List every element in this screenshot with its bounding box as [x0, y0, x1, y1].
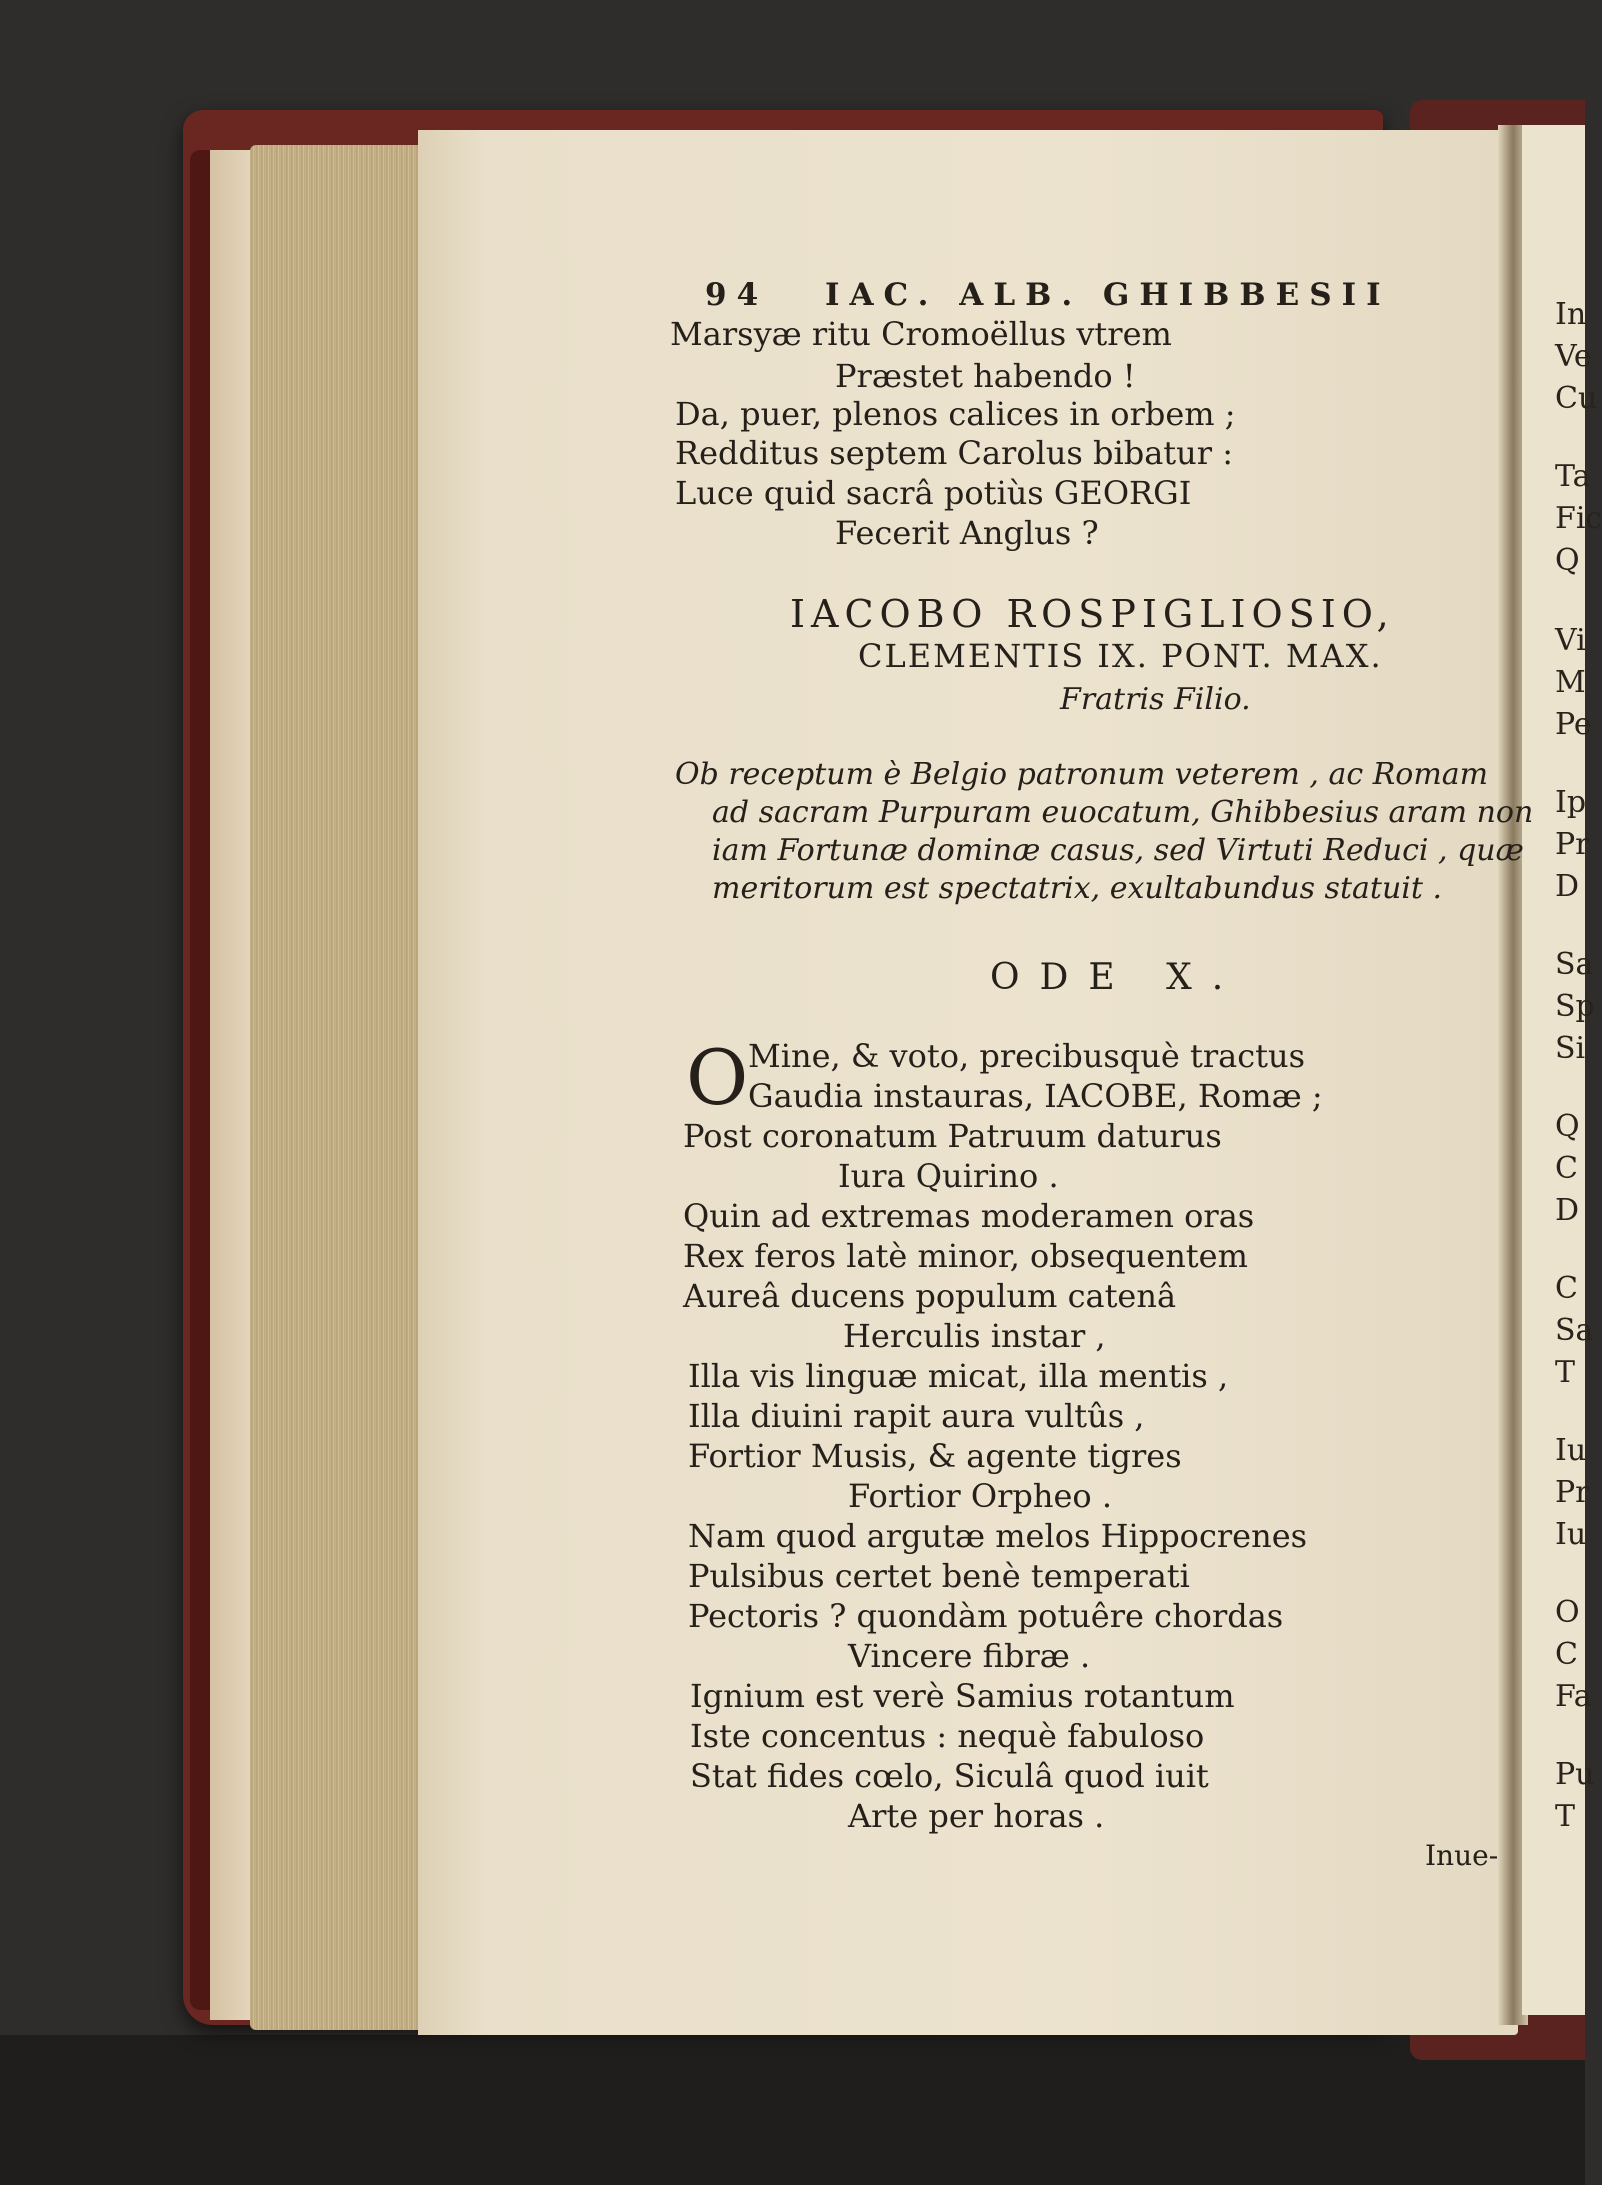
ode-title: ODE X. — [990, 957, 1244, 998]
facing-fragment: Ip — [1555, 785, 1587, 820]
verse-line: Iura Quirino . — [838, 1157, 1059, 1195]
verse-line: Vincere fibræ . — [848, 1637, 1091, 1675]
verse-line: Ignium est verè Samius rotantum — [690, 1677, 1235, 1715]
facing-fragment: Q — [1555, 1109, 1580, 1144]
facing-fragment: C — [1555, 1637, 1578, 1672]
facing-fragment: Pe — [1555, 707, 1592, 742]
facing-fragment: D — [1555, 869, 1580, 904]
verse-line: Quin ad extremas moderamen oras — [683, 1197, 1255, 1235]
facing-fragment: C — [1555, 1151, 1578, 1186]
facing-fragment: Sa — [1555, 1313, 1594, 1348]
facing-fragment: Iu — [1555, 1433, 1587, 1468]
verse-line: Post coronatum Patruum daturus — [683, 1117, 1222, 1155]
facing-fragment: T — [1555, 1799, 1576, 1834]
facing-fragment: Q — [1555, 543, 1580, 578]
facing-fragment: D — [1555, 1193, 1580, 1228]
verse-line: Fortior Musis, & agente tigres — [688, 1437, 1182, 1475]
verse-line: Da, puer, plenos calices in orbem ; — [675, 395, 1236, 433]
drop-cap: O — [686, 1033, 749, 1122]
facing-fragment: O — [1555, 1595, 1580, 1630]
argument-line: ad sacram Purpuram euocatum, Ghibbesius aram non — [712, 795, 1534, 830]
verse-line: Illa vis linguæ micat, illa mentis , — [688, 1357, 1229, 1395]
dedication-line3: Fratris Filio. — [1060, 682, 1251, 717]
verse-line: Gaudia instauras, IACOBE, Romæ ; — [748, 1077, 1323, 1115]
verse-line: Luce quid sacrâ potiùs GEORGI — [675, 474, 1192, 512]
facing-fragment: Ta — [1555, 459, 1591, 494]
facing-fragment: Cu — [1555, 381, 1598, 416]
dedication-line2: CLEMENTIS IX. PONT. MAX. — [858, 637, 1383, 675]
facing-fragment: Sp — [1555, 989, 1595, 1024]
argument-line: iam Fortunæ dominæ casus, sed Virtuti Reduci , quæ — [712, 833, 1524, 868]
facing-fragment: Si — [1555, 1031, 1586, 1066]
facing-fragment: Fa — [1555, 1679, 1592, 1714]
facing-fragment: Iu — [1555, 1517, 1587, 1552]
verse-line: Stat fides cœlo, Siculâ quod iuit — [690, 1757, 1209, 1795]
page-edges — [250, 145, 425, 2030]
verse-line: Fecerit Anglus ? — [835, 514, 1099, 552]
verse-line: Illa diuini rapit aura vultûs , — [688, 1397, 1145, 1435]
facing-fragment: Ve — [1555, 339, 1592, 374]
facing-fragment: Sa — [1555, 947, 1594, 982]
verse-line: Pulsibus certet benè temperati — [688, 1557, 1190, 1595]
catchword: Inue- — [1425, 1839, 1499, 1872]
facing-fragment: Pu — [1555, 1757, 1595, 1792]
verse-line: Pectoris ? quondàm potuêre chordas — [688, 1597, 1284, 1635]
verse-line: Herculis instar , — [843, 1317, 1106, 1355]
facing-fragment: In — [1555, 297, 1587, 332]
verse-line: Redditus septem Carolus bibatur : — [675, 434, 1234, 472]
facing-fragment: Vi — [1555, 623, 1586, 658]
verse-line: Arte per horas . — [848, 1797, 1105, 1835]
facing-fragment: Pr — [1555, 827, 1590, 862]
argument-line: Ob receptum è Belgio patronum veterem , ac Romam — [675, 757, 1489, 792]
verse-line: Mine, & voto, precibusquè tractus — [748, 1037, 1305, 1075]
verse-line: Marsyæ ritu Cromoëllus vtrem — [670, 315, 1172, 353]
verse-line: Rex feros latè minor, obsequentem — [683, 1237, 1248, 1275]
verse-line: Aureâ ducens populum catenâ — [683, 1277, 1177, 1315]
verse-line: Præstet habendo ! — [835, 357, 1136, 395]
background-shadow — [0, 2035, 1585, 2185]
verse-line: Iste concentus : nequè fabuloso — [690, 1717, 1205, 1755]
facing-fragment: C — [1555, 1271, 1578, 1306]
facing-fragment: Pr — [1555, 1475, 1590, 1510]
verse-line: Fortior Orpheo . — [848, 1477, 1113, 1515]
dedication-name: IACOBO ROSPIGLIOSIO, — [790, 592, 1395, 636]
facing-fragment: T — [1555, 1355, 1576, 1390]
verse-line: Nam quod argutæ melos Hippocrenes — [688, 1517, 1308, 1555]
facing-fragment: M — [1555, 665, 1586, 700]
argument-line: meritorum est spectatrix, exultabundus statuit . — [712, 871, 1442, 906]
running-title: IAC. ALB. GHIBBESII — [825, 277, 1391, 313]
page-number: 94 — [705, 277, 769, 313]
facing-fragment: Fic — [1555, 501, 1602, 536]
